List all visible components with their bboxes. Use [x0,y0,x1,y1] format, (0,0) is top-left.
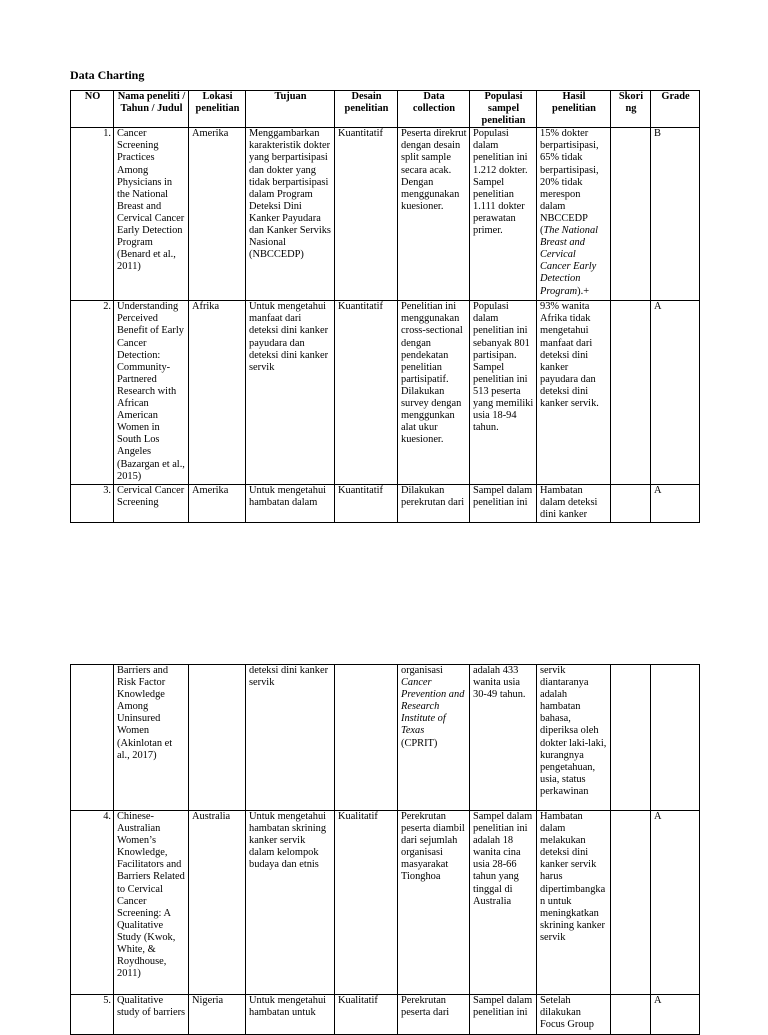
cell-desain: Kuantitatif [335,128,398,301]
cell-lokasi [189,665,246,811]
cell-tujuan: Untuk mengetahui hambatan dalam [246,485,335,523]
cell-lokasi: Amerika [189,485,246,523]
header-desain: Desain penelitian [335,91,398,128]
cell-judul: Cervical Cancer Screening [114,485,189,523]
cell-desain: Kuantitatif [335,485,398,523]
cell-judul: Understanding Perceived Benefit of Early Cancer Detection: Community-Partnered Research with African American Women in South Los Angeles (Bazargan et al., 2015) [114,301,189,485]
cell-no: 2. [71,301,114,485]
cell-hasil: Hambatan dalam deteksi dini kanker [537,485,611,523]
table-row [71,995,700,1035]
cell-populasi: Populasi dalam penelitian ini 1.212 dokter. Sampel penelitian 1.111 dokter perawatan primer. [470,128,537,301]
cell-hasil: servik diantaranya adalah hambatan bahasa, diperiksa oleh dokter laki-laki, kurangnya pengetahuan, usia, status perkawinan [537,665,611,811]
cell-data-collection: Perekrutan peserta dari [398,995,470,1035]
cell-populasi: Sampel dalam penelitian ini adalah 18 wanita cina usia 28-66 tahun yang tinggal di Australia [470,811,537,995]
cell-hasil: Hambatan dalam melakukan deteksi dini kanker servik harus dipertimbangkan untuk meningkatkan skrining kanker servik [537,811,611,995]
cell-tujuan: Untuk mengetahui manfaat dari deteksi dini kanker payudara dan deteksi dini kanker servik [246,301,335,485]
header-data-collection: Data collection [398,91,470,128]
header-grade: Grade [651,91,700,128]
cell-hasil: 93% wanita Afrika tidak mengetahui manfaat dari deteksi dini kanker payudara dan deteksi dini kanker servik. [537,301,611,485]
cell-grade: B [651,128,700,301]
cell-desain: Kualitatif [335,811,398,995]
cell-desain [335,665,398,811]
cell-lokasi: Nigeria [189,995,246,1035]
data-charting-table [70,90,700,523]
data-italic-text: Cancer Prevention and Research Institute of Texas [401,677,465,737]
cell-skoring [611,128,651,301]
hasil-italic-text: The National Breast and Cervical Cancer Early Detection Program [540,225,599,297]
cell-data-collection: Penelitian ini menggunakan cross-sectional dengan pendekatan penelitian partisipatif. Dilakukan survey dengan menggunkan alat ukur kuesioner. [398,301,470,485]
header-lokasi: Lokasi penelitian [189,91,246,128]
cell-judul: Barriers and Risk Factor Knowledge Among Uninsured Women (Akinlotan et al., 2017) [114,665,189,811]
cell-populasi: Populasi dalam penelitian ini sebanyak 801 partisipan. Sampel penelitian ini 513 peserta yang memiliki usia 18-94 tahun. [470,301,537,485]
header-populasi: Populasi sampel penelitian [470,91,537,128]
cell-no [71,665,114,811]
header-no: NO [71,91,114,128]
cell-populasi: Sampel dalam penelitian ini [470,485,537,523]
cell-no: 3. [71,485,114,523]
header-skoring: Skori ng [611,91,651,128]
cell-grade: A [651,811,700,995]
cell-grade: A [651,301,700,485]
cell-lokasi: Amerika [189,128,246,301]
cell-judul: Chinese-Australian Women’s Knowledge, Facilitators and Barriers Related to Cervical Cancer Screening: A Qualitative Study (Kwok, White, & Roydhouse, 2011) [114,811,189,995]
cell-grade: A [651,485,700,523]
cell-populasi: Sampel dalam penelitian ini [470,995,537,1035]
header-nama-peneliti: Nama peneliti / Tahun / Judul [114,91,189,128]
table-row [71,811,700,995]
cell-skoring [611,665,651,811]
cell-desain: Kuantitatif [335,301,398,485]
cell-data-collection: Peserta direkrut dengan desain split sample secara acak. Dengan menggunakan kuesioner. [398,128,470,301]
cell-skoring [611,485,651,523]
header-hasil: Hasil penelitian [537,91,611,128]
cell-tujuan: Untuk mengetahui hambatan skrining kanker servik dalam kelompok budaya dan etnis [246,811,335,995]
data-text: organisasi [401,665,443,676]
cell-no: 5. [71,995,114,1035]
header-tujuan: Tujuan [246,91,335,128]
cell-skoring [611,811,651,995]
table-header-row [71,91,700,128]
cell-no: 4. [71,811,114,995]
cell-hasil: Setelah dilakukan Focus Group [537,995,611,1035]
cell-lokasi: Australia [189,811,246,995]
cell-judul: Cancer Screening Practices Among Physicians in the National Breast and Cervical Cancer Early Detection Program (Benard et al., 2011) [114,128,189,301]
cell-data-collection: Perekrutan peserta diambil dari sejumlah organisasi masyarakat Tionghoa [398,811,470,995]
cell-desain: Kualitatif [335,995,398,1035]
cell-data-collection [398,665,470,811]
cell-skoring [611,301,651,485]
page-heading: Data Charting [70,68,145,82]
cell-tujuan: Untuk mengetahui hambatan untuk [246,995,335,1035]
cell-no: 1. [71,128,114,301]
cell-hasil [537,128,611,301]
table-row [71,665,700,811]
cell-grade [651,665,700,811]
cell-tujuan: deteksi dini kanker servik [246,665,335,811]
table-row [71,128,700,301]
cell-populasi: adalah 433 wanita usia 30-49 tahun. [470,665,537,811]
cell-lokasi: Afrika [189,301,246,485]
cell-grade: A [651,995,700,1035]
cell-skoring [611,995,651,1035]
data-text-end: (CPRIT) [401,737,438,749]
hasil-text-end: ).+ [577,285,590,297]
cell-tujuan: Menggambarkan karakteristik dokter yang berpartisipasi dan dokter yang tidak berpartisipasi dalam Program Deteksi Dini Kanker Payudara dan Kanker Serviks Nasional (NBCCEDP) [246,128,335,301]
hasil-text: 15% dokter berpartisipasi, 65% tidak berpartisipasi, 20% tidak merespon dalam NBCCEDP ( [540,128,599,237]
data-charting-table-continued [70,664,700,1035]
table-row [71,485,700,523]
table-row [71,301,700,485]
cell-data-collection: Dilakukan perekrutan dari [398,485,470,523]
cell-judul: Qualitative study of barriers [114,995,189,1035]
